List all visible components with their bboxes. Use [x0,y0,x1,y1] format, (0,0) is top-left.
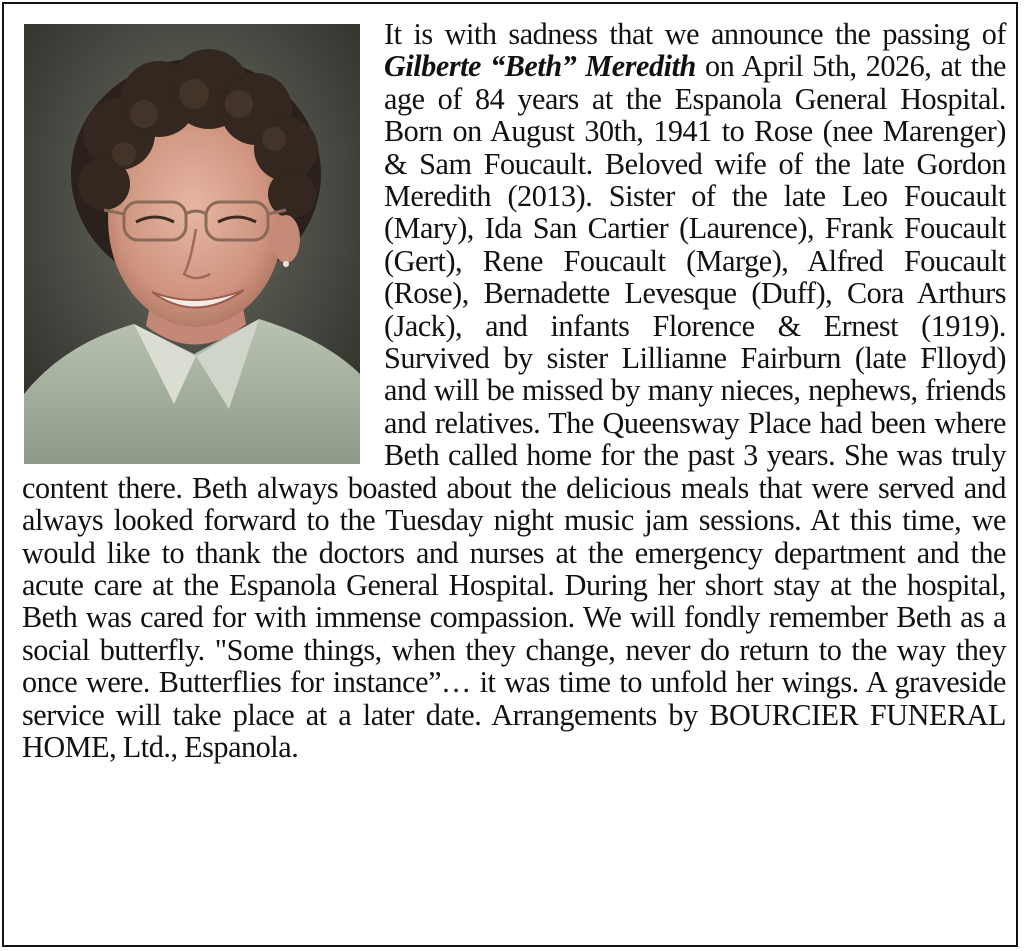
intro-text: It is with sadness that we announce the passing of [384,17,1006,51]
deceased-name: Gilberte “Beth” Meredith [384,49,696,84]
portrait-photo [24,24,360,464]
portrait-photo-icon [24,24,360,464]
body-text: on April 5th, 2026, at the age of 84 years at the Espanola General Hospital. Born on August 30th, 1941 to Rose (nee Marenger) & Sam Foucault. Beloved wife of the late Gordon Meredith (2013). Sister of the late Leo Foucault (Mary), Ida San Cartier (Laurence), Frank Foucault (Gert), Rene Foucault (Marge), Alfred Foucault (Rose), Bernadette Levesque (Duff), Cora Arthurs (Jack), and infants Florence & Ernest (1919). Survived by sister Lillianne Fairburn (late Flloyd) and will be missed by many nieces, nephews, friends and relatives. The Queensway Place had been where Beth called home for the past 3 years. She was truly content there. Beth always boasted about the delicious meals that were served and always looked forward to the Tuesday night music jam sessions. At this time, we would like to thank the doctors and nurses at the emergency department and the acute care at the Espanola General Hospital. During her short stay at the hospital, Beth was cared for with immense compassion. We will fondly remember Beth as a social butterfly. "Some things, when they change, never do return to the way they once were. Butterflies for instance”… it was time to unfold her wings. A graveside service will take place at a later date. Arrangements by BOURCIER FUNERAL HOME, Ltd., Espanola. [22,49,1006,764]
obituary-text [22,18,1006,763]
